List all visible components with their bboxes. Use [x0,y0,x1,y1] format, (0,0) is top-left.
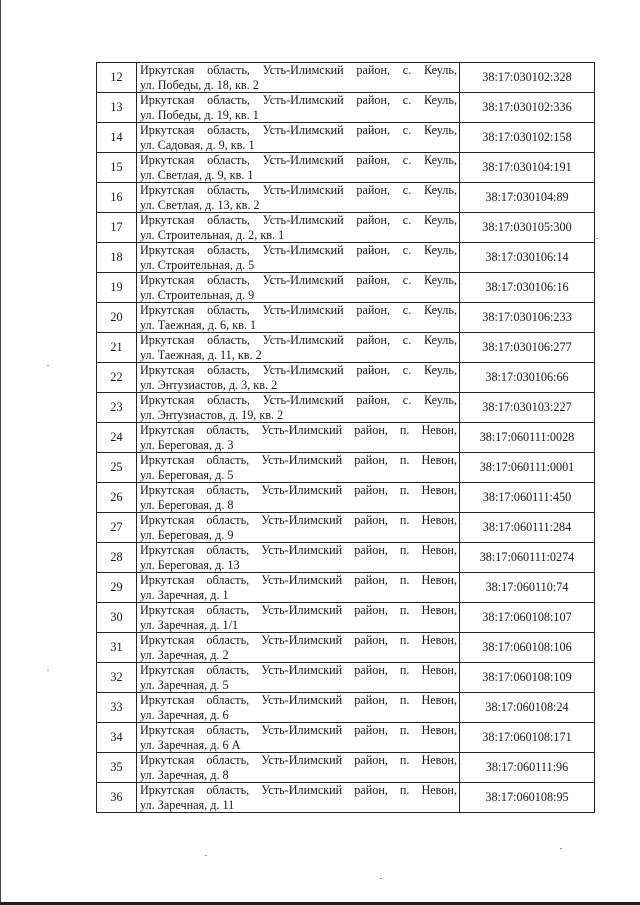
row-number: 35 [97,753,137,783]
address-line-street: ул. Береговая, д. 3 [140,437,234,452]
address-line-region: Иркутская область, Усть-Илимский район, с. Кеуль, [140,93,457,107]
table-row [97,753,595,783]
address-line-street: ул. Заречная, д. 8 [140,767,229,782]
cadastral-number: 38:17:060108:109 [460,663,595,693]
row-number: 14 [97,123,137,153]
address-line-street: ул. Строительная, д. 5 [140,257,255,272]
address-line-street: ул. Береговая, д. 5 [140,467,234,482]
table-row [97,633,595,663]
address-line-region: Иркутская область, Усть-Илимский район, п. Невон, [140,633,457,647]
row-number: 23 [97,393,137,423]
cadastral-number: 38:17:060108:106 [460,633,595,663]
row-number: 33 [97,693,137,723]
address-line-street: ул. Светлая, д. 9, кв. 1 [140,167,254,182]
address-line-street: ул. Энтузиастов, д. 19, кв. 2 [140,407,284,422]
address-line-region: Иркутская область, Усть-Илимский район, п. Невон, [140,543,457,557]
address-cell [137,783,460,813]
table-row [97,513,595,543]
row-number: 28 [97,543,137,573]
address-cell [137,723,460,753]
address-line-street: ул. Заречная, д. 1 [140,587,229,602]
address-cell [137,753,460,783]
address-cell [137,153,460,183]
cadastral-number: 38:17:060111:0274 [460,543,595,573]
address-line-region: Иркутская область, Усть-Илимский район, п. Невон, [140,753,457,767]
address-cell [137,123,460,153]
table-row [97,123,595,153]
address-line-street: ул. Заречная, д. 5 [140,677,229,692]
address-line-street: ул. Таежная, д. 11, кв. 2 [140,347,262,362]
address-line-region: Иркутская область, Усть-Илимский район, с. Кеуль, [140,153,457,167]
address-cell [137,393,460,423]
address-cell [137,273,460,303]
table-row [97,333,595,363]
address-line-region: Иркутская область, Усть-Илимский район, п. Невон, [140,453,457,467]
address-line-region: Иркутская область, Усть-Илимский район, п. Невон, [140,723,457,737]
cadastral-number: 38:17:030104:191 [460,153,595,183]
cadastral-number: 38:17:060108:95 [460,783,595,813]
address-cell [137,93,460,123]
table-row [97,603,595,633]
table-row [97,543,595,573]
cadastral-number: 38:17:030102:328 [460,63,595,93]
address-line-region: Иркутская область, Усть-Илимский район, с. Кеуль, [140,363,457,377]
cadastral-number: 38:17:030106:233 [460,303,595,333]
table-row [97,423,595,453]
table-row [97,363,595,393]
address-line-street: ул. Береговая, д. 8 [140,497,234,512]
address-cell [137,573,460,603]
table-row [97,723,595,753]
cadastral-number: 38:17:030106:277 [460,333,595,363]
address-line-region: Иркутская область, Усть-Илимский район, с. Кеуль, [140,393,457,407]
cadastral-number: 38:17:030102:158 [460,123,595,153]
address-line-region: Иркутская область, Усть-Илимский район, п. Невон, [140,423,457,437]
table-row [97,693,595,723]
address-cell [137,543,460,573]
table-row [97,783,595,813]
address-line-street: ул. Заречная, д. 2 [140,647,229,662]
address-line-region: Иркутская область, Усть-Илимский район, п. Невон, [140,483,457,497]
table-row [97,393,595,423]
address-cell [137,183,460,213]
address-line-street: ул. Заречная, д. 1/1 [140,617,239,632]
table-row [97,183,595,213]
table-row [97,453,595,483]
cadastral-number: 38:17:060110:74 [460,573,595,603]
table-row [97,303,595,333]
row-number: 26 [97,483,137,513]
table-row [97,483,595,513]
address-line-region: Иркутская область, Усть-Илимский район, с. Кеуль, [140,303,457,317]
address-cell [137,663,460,693]
address-cell [137,63,460,93]
address-cell [137,513,460,543]
registry-table-body [97,63,595,813]
cadastral-number: 38:17:060108:107 [460,603,595,633]
property-registry-table [96,62,595,813]
cadastral-number: 38:17:060108:24 [460,693,595,723]
address-cell [137,603,460,633]
address-line-region: Иркутская область, Усть-Илимский район, с. Кеуль, [140,243,457,257]
address-line-region: Иркутская область, Усть-Илимский район, п. Невон, [140,663,457,677]
address-line-street: ул. Энтузиастов, д. 3, кв. 2 [140,377,278,392]
address-line-street: ул. Заречная, д. 6 [140,707,229,722]
cadastral-number: 38:17:060111:284 [460,513,595,543]
address-cell [137,363,460,393]
address-line-region: Иркутская область, Усть-Илимский район, с. Кеуль, [140,123,457,137]
table-row [97,573,595,603]
table-row [97,663,595,693]
cadastral-number: 38:17:060111:96 [460,753,595,783]
address-line-street: ул. Победы, д. 18, кв. 2 [140,77,259,92]
table-row [97,213,595,243]
address-line-region: Иркутская область, Усть-Илимский район, п. Невон, [140,783,457,797]
row-number: 29 [97,573,137,603]
cadastral-number: 38:17:060108:171 [460,723,595,753]
row-number: 25 [97,453,137,483]
address-line-region: Иркутская область, Усть-Илимский район, с. Кеуль, [140,273,457,287]
address-line-region: Иркутская область, Усть-Илимский район, п. Невон, [140,513,457,527]
scan-speck [596,238,598,239]
address-cell [137,303,460,333]
scan-speck [560,848,562,849]
address-cell [137,453,460,483]
row-number: 13 [97,93,137,123]
cadastral-number: 38:17:060111:0001 [460,453,595,483]
cadastral-number: 38:17:030103:227 [460,393,595,423]
address-line-street: ул. Строительная, д. 9 [140,287,255,302]
row-number: 27 [97,513,137,543]
scan-speck [47,365,49,366]
address-line-street: ул. Заречная, д. 11 [140,797,235,812]
address-cell [137,333,460,363]
row-number: 17 [97,213,137,243]
row-number: 31 [97,633,137,663]
row-number: 21 [97,333,137,363]
cadastral-number: 38:17:030106:14 [460,243,595,273]
row-number: 15 [97,153,137,183]
address-line-region: Иркутская область, Усть-Илимский район, с. Кеуль, [140,63,457,77]
cadastral-number: 38:17:030104:89 [460,183,595,213]
cadastral-number: 38:17:060111:450 [460,483,595,513]
address-cell [137,423,460,453]
address-line-street: ул. Таежная, д. 6, кв. 1 [140,317,257,332]
row-number: 24 [97,423,137,453]
scan-speck [205,855,207,856]
address-line-street: ул. Береговая, д. 9 [140,527,234,542]
address-cell [137,213,460,243]
cadastral-number: 38:17:060111:0028 [460,423,595,453]
row-number: 34 [97,723,137,753]
scan-speck [380,878,382,879]
row-number: 16 [97,183,137,213]
row-number: 18 [97,243,137,273]
address-cell [137,483,460,513]
table-row [97,273,595,303]
address-cell [137,693,460,723]
address-line-street: ул. Победы, д. 19, кв. 1 [140,107,259,122]
row-number: 36 [97,783,137,813]
address-cell [137,633,460,663]
cadastral-number: 38:17:030106:66 [460,363,595,393]
row-number: 12 [97,63,137,93]
address-line-street: ул. Строительная, д. 2, кв. 1 [140,227,285,242]
address-line-street: ул. Заречная, д. 6 А [140,737,241,752]
row-number: 32 [97,663,137,693]
address-cell [137,243,460,273]
table-row [97,153,595,183]
address-line-region: Иркутская область, Усть-Илимский район, п. Невон, [140,693,457,707]
address-line-region: Иркутская область, Усть-Илимский район, с. Кеуль, [140,183,457,197]
address-line-region: Иркутская область, Усть-Илимский район, п. Невон, [140,603,457,617]
row-number: 22 [97,363,137,393]
row-number: 30 [97,603,137,633]
row-number: 19 [97,273,137,303]
table-row [97,63,595,93]
address-line-street: ул. Светлая, д. 13, кв. 2 [140,197,260,212]
scan-speck [47,670,49,671]
address-line-region: Иркутская область, Усть-Илимский район, с. Кеуль, [140,213,457,227]
cadastral-number: 38:17:030105:300 [460,213,595,243]
cadastral-number: 38:17:030102:336 [460,93,595,123]
address-line-street: ул. Береговая, д. 13 [140,557,240,572]
cadastral-number: 38:17:030106:16 [460,273,595,303]
page-left-edge [0,0,1,905]
address-line-region: Иркутская область, Усть-Илимский район, с. Кеуль, [140,333,457,347]
row-number: 20 [97,303,137,333]
address-line-region: Иркутская область, Усть-Илимский район, п. Невон, [140,573,457,587]
table-row [97,243,595,273]
address-line-street: ул. Садовая, д. 9, кв. 1 [140,137,255,152]
table-row [97,93,595,123]
